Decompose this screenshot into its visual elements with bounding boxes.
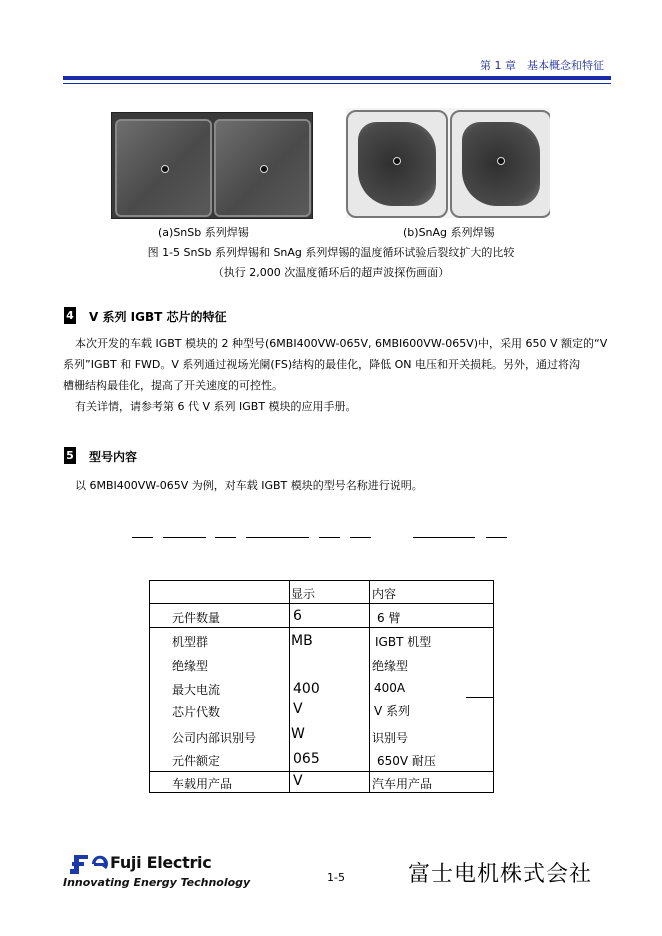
paragraph-line: 本次开发的车载 IGBT 模块的 2 种型号(6MBI400VW-065V, 6MBI600VW-065V)中，采用 650 V 额定的“V (75, 337, 608, 350)
row-display: MB (291, 633, 313, 649)
row-display: 6 (293, 608, 302, 624)
model-segment-line (132, 537, 153, 538)
chip-center-dot (497, 157, 505, 165)
row-content: 汽车用产品 (372, 777, 433, 791)
company-name: 富士电机株式会社 (408, 862, 593, 887)
row-content: 400A (374, 681, 406, 695)
row-item: 元件额定 (172, 754, 221, 768)
brand-tagline: Innovating Energy Technology (63, 876, 251, 889)
row-item: 绝缘型 (172, 659, 209, 673)
row-content: 6 臂 (377, 611, 401, 625)
snsb-ultrasonic-image (111, 112, 313, 219)
row-display: V (293, 701, 303, 717)
chip-left (346, 110, 448, 218)
section-number: 5 (64, 447, 76, 464)
chip-center-dot (161, 165, 169, 173)
row-display: 065 (293, 751, 320, 767)
page-number: 1-5 (327, 871, 345, 884)
paragraph-line: 系列”IGBT 和 FWD。V 系列通过视场光阑(FS)结构的最佳化，降低 ON 电压和开关损耗。另外，通过将沟 (63, 358, 580, 371)
model-segment-line (350, 537, 371, 538)
figure-subtitle: （执行 2,000 次温度循环后的超声波探伤画面） (212, 266, 450, 279)
row-display: V (293, 773, 303, 789)
model-segment-line (319, 537, 340, 538)
row-item: 公司内部识别号 (172, 731, 257, 745)
row-display: 400 (293, 681, 320, 697)
section5-intro: 以 6MBI400VW-065V 为例，对车载 IGBT 模块的型号名称进行说明。 (75, 479, 423, 492)
model-code-table (149, 580, 494, 793)
section-title: V 系列 IGBT 芯片的特征 (89, 310, 227, 324)
model-segment-line (413, 537, 475, 538)
chip-center-dot (393, 157, 401, 165)
header-display: 显示 (291, 587, 316, 601)
chip-left (115, 119, 212, 217)
header-rule-thin (63, 83, 611, 84)
row-content: 650V 耐压 (377, 754, 436, 768)
header-content: 内容 (372, 587, 397, 601)
row-display: W (291, 726, 305, 742)
paragraph-line: 槽栅结构最佳化，提高了开关速度的可控性。 (63, 379, 283, 392)
header-rule-thick (63, 76, 611, 80)
chapter-header: 第 1 章 基本概念和特征 (480, 59, 604, 72)
caption-a: (a)SnSb 系列焊锡 (158, 226, 249, 239)
model-segment-line (486, 537, 507, 538)
model-segment-line (163, 537, 206, 538)
chip-right (450, 110, 550, 218)
fuji-electric-logo-icon (70, 853, 108, 875)
paragraph-line: 有关详情，请参考第 6 代 V 系列 IGBT 模块的应用手册。 (75, 400, 357, 413)
section-number: 4 (64, 307, 76, 324)
row-content: 绝缘型 (372, 659, 409, 673)
row-item: 机型群 (172, 635, 209, 649)
model-segment-line (215, 537, 236, 538)
figure-title: 图 1-5 SnSb 系列焊锡和 SnAg 系列焊锡的温度循环试验后裂纹扩大的比较 (147, 246, 515, 259)
caption-b: (b)SnAg 系列焊锡 (403, 226, 495, 239)
section-title: 型号内容 (89, 450, 138, 464)
model-segment-line (246, 537, 309, 538)
table-side-line (466, 697, 494, 698)
chip-center-dot (260, 165, 268, 173)
snag-ultrasonic-image (346, 108, 550, 218)
brand-name: Fuji Electric (110, 853, 212, 872)
row-item: 最大电流 (172, 683, 221, 697)
row-item: 芯片代数 (172, 705, 221, 719)
row-item: 元件数量 (172, 611, 221, 625)
row-content: IGBT 机型 (375, 635, 432, 649)
row-item: 车载用产品 (172, 777, 233, 791)
row-content: 识别号 (372, 731, 409, 745)
row-content: V 系列 (374, 704, 411, 718)
chip-right (214, 119, 311, 217)
section4-paragraph (63, 333, 615, 417)
